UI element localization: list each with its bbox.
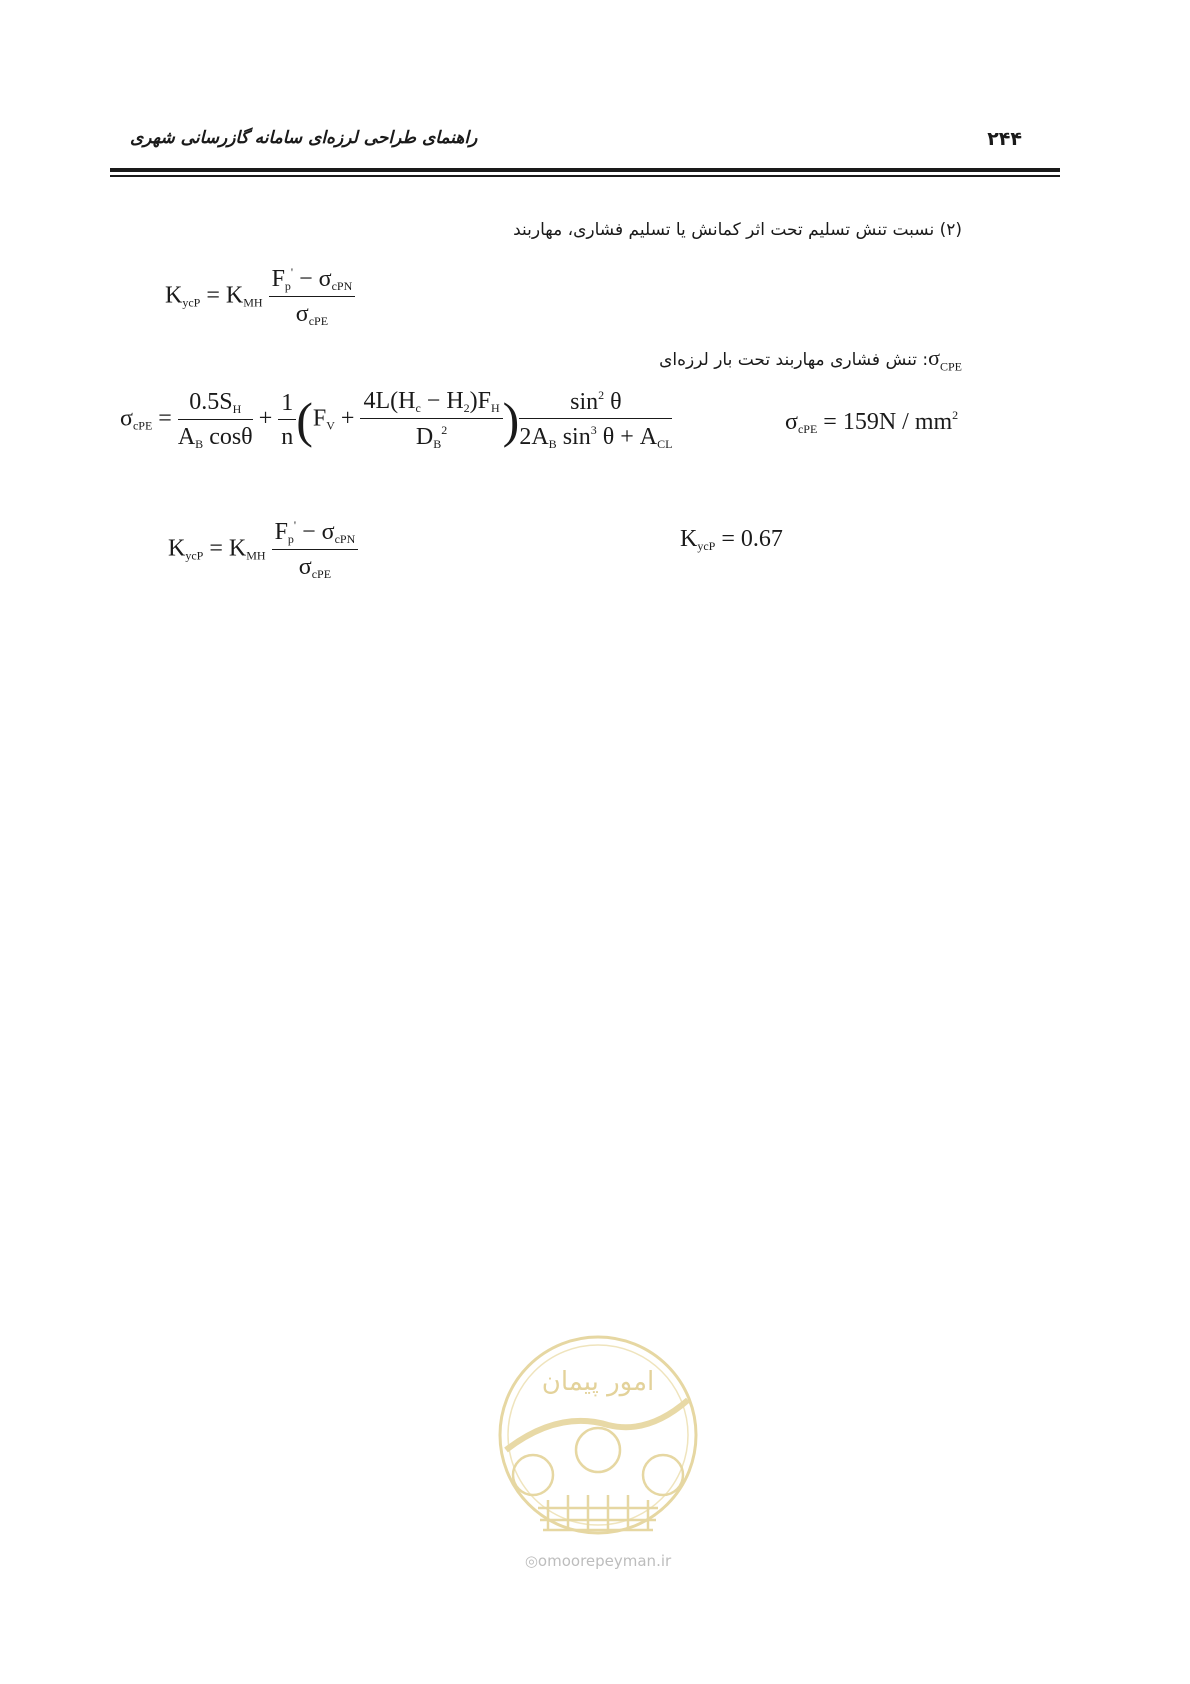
watermark — [488, 1330, 708, 1580]
sigma-definition-text: : تنش فشاری مهاربند تحت بار لرزه‌ای — [659, 350, 929, 370]
kycp-value: 0.67 — [740, 526, 783, 552]
watermark-url: ◎omoorepeyman.ir — [524, 1552, 672, 1570]
sigma-cpe-unit: N / mm — [878, 409, 953, 435]
watermark-logo-text: امور پیمان — [541, 1367, 655, 1397]
header-rule-thick — [110, 168, 1060, 172]
equation-kycp-2: $K_{ycP} = K_{MH}$ $\frac{F_p' - \sigma_{cPN}}{\sigma_{cPE}}$ — [168, 518, 358, 582]
globe-icon: ◎ — [524, 1552, 538, 1570]
sigma-cpe-result: $\sigma_{cPE} = 159N / mm^2$ — [785, 408, 959, 436]
sigma-definition-line — [659, 345, 962, 374]
sigma-cpe-value: 159 — [842, 409, 879, 435]
page-number: ۲۴۴ — [987, 128, 1022, 150]
section-item-heading: (۲) نسبت تنش تسلیم تحت اثر کمانش یا تسلیم فشاری، مهاربند — [513, 220, 962, 240]
equation-kycp-1: $K_{ycP} = K_{MH}$ $\frac{F_p' - \sigma_{cPN}}{\sigma_{cPE}}$ — [165, 265, 355, 329]
kycp-result: $K_{ycP} = 0.67$ — [680, 526, 783, 553]
running-title: راهنمای طراحی لرزه‌ای سامانه گازرسانی شهری — [130, 128, 478, 148]
sigma-cpe-symbol: $\sigma_{CPE}$ — [928, 345, 962, 374]
watermark-logo-icon — [488, 1330, 708, 1580]
header-rule-thin — [110, 175, 1060, 177]
equation-sigma-cpe: $\sigma_{cPE}$ = $\frac{0.5S_H}{A_B \cos\theta}$ + $\frac{1}{n}$ ($F_V$ + $\frac{4L(H_c - H_2)F_H}{D_B^2}$ ) $\frac{\sin^2 \theta}{2A_B \sin^3 \theta + A_{CL}}$ — [120, 388, 673, 451]
